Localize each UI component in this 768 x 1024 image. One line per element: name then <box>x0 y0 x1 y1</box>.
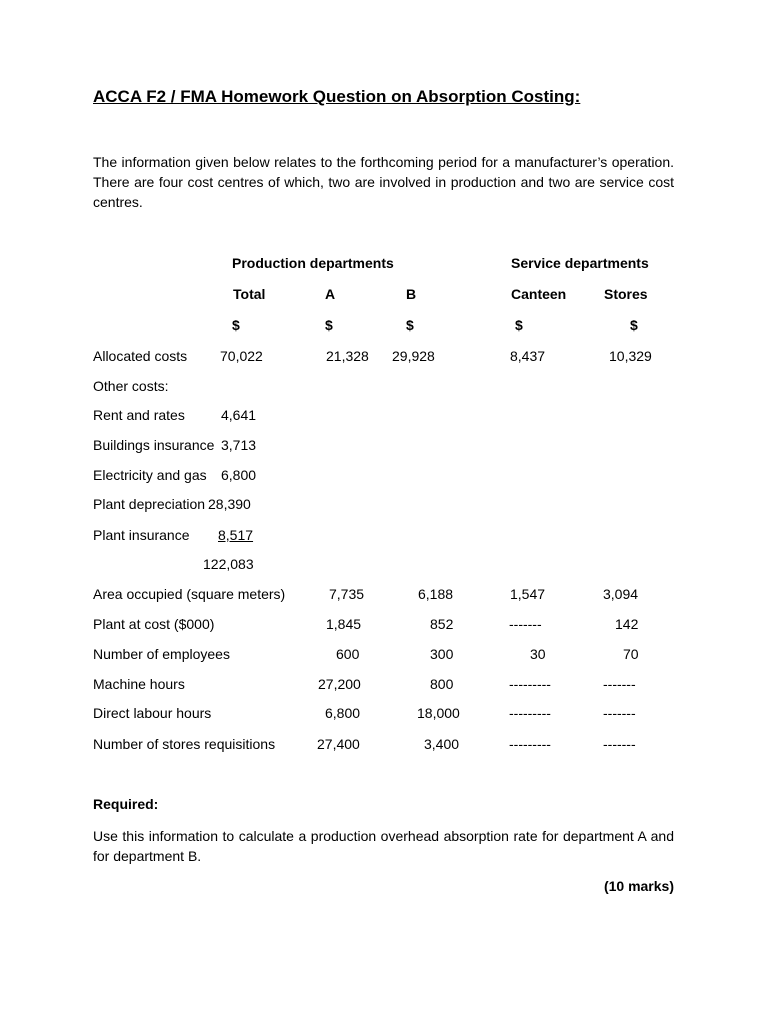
currency-symbol: $ <box>232 317 240 333</box>
stats-row-label: Direct labour hours <box>93 705 212 721</box>
total-column-header: Total <box>233 286 266 302</box>
stats-canteen-value: --------- <box>509 676 551 692</box>
other-costs-label: Other costs: <box>93 378 169 394</box>
stores-column-header: Stores <box>604 286 648 302</box>
stats-stores-value: 70 <box>623 646 639 662</box>
currency-symbol: $ <box>325 317 333 333</box>
stats-row-label: Number of stores requisitions <box>93 736 276 752</box>
stats-canteen-value: --------- <box>509 736 551 752</box>
stats-b-value: 300 <box>430 646 454 662</box>
required-text: Use this information to calculate a production overhead absorption rate for department A and for department B. <box>93 828 674 864</box>
stats-stores-value: 3,094 <box>603 586 639 602</box>
other-cost-value: 4,641 <box>221 407 257 423</box>
currency-symbol: $ <box>515 317 523 333</box>
allocated-costs-total: 70,022 <box>220 348 263 364</box>
stats-b-value: 800 <box>430 676 454 692</box>
allocated-costs-canteen: 8,437 <box>510 348 546 364</box>
allocated-costs-label: Allocated costs <box>93 348 188 364</box>
dept-a-column-header: A <box>325 286 336 302</box>
other-cost-label: Rent and rates <box>93 407 185 423</box>
other-cost-value: 28,390 <box>208 496 251 512</box>
stats-a-value: 7,735 <box>329 586 365 602</box>
stats-stores-value: 142 <box>615 616 639 632</box>
dept-b-column-header: B <box>406 286 417 302</box>
marks-label: (10 marks) <box>603 878 674 894</box>
stats-a-value: 27,200 <box>318 676 361 692</box>
stats-a-value: 27,400 <box>317 736 360 752</box>
other-cost-value: 6,800 <box>221 467 257 483</box>
stats-row-label: Plant at cost ($000) <box>93 616 215 632</box>
production-departments-header: Production departments <box>232 255 394 271</box>
stats-canteen-value: 30 <box>530 646 546 662</box>
allocated-costs-a: 21,328 <box>326 348 369 364</box>
allocated-costs-b: 29,928 <box>392 348 435 364</box>
other-cost-value: 8,517 <box>218 527 254 543</box>
intro-paragraph: The information given below relates to the forthcoming period for a manufacturer’s operation. There are four cost centres of which, two are involved in production and two are service cost centres. <box>93 154 674 210</box>
stats-a-value: 600 <box>336 646 360 662</box>
stats-row-label: Machine hours <box>93 676 185 692</box>
stats-row-label: Area occupied (square meters) <box>93 586 286 602</box>
stats-row-label: Number of employees <box>93 646 230 662</box>
other-cost-label: Plant depreciation <box>93 496 206 512</box>
stats-b-value: 3,400 <box>424 736 460 752</box>
other-cost-label: Plant insurance <box>93 527 190 543</box>
stats-stores-value: ------- <box>603 705 636 721</box>
required-heading: Required: <box>93 796 159 812</box>
stats-a-value: 1,845 <box>326 616 362 632</box>
currency-symbol: $ <box>406 317 414 333</box>
stats-b-value: 852 <box>430 616 454 632</box>
stats-b-value: 6,188 <box>418 586 454 602</box>
allocated-costs-stores: 10,329 <box>609 348 652 364</box>
stats-canteen-value: --------- <box>509 705 551 721</box>
other-cost-value: 3,713 <box>221 437 257 453</box>
grand-total: 122,083 <box>203 556 254 572</box>
stats-b-value: 18,000 <box>417 705 460 721</box>
other-cost-label: Electricity and gas <box>93 467 207 483</box>
other-cost-label: Buildings insurance <box>93 437 215 453</box>
stats-a-value: 6,800 <box>325 705 361 721</box>
stats-stores-value: ------- <box>603 676 636 692</box>
canteen-column-header: Canteen <box>511 286 567 302</box>
currency-symbol: $ <box>630 317 638 333</box>
stats-canteen-value: ------- <box>509 616 542 632</box>
service-departments-header: Service departments <box>511 255 649 271</box>
page-title: ACCA F2 / FMA Homework Question on Absorption Costing: <box>93 87 581 106</box>
stats-stores-value: ------- <box>603 736 636 752</box>
stats-canteen-value: 1,547 <box>510 586 546 602</box>
